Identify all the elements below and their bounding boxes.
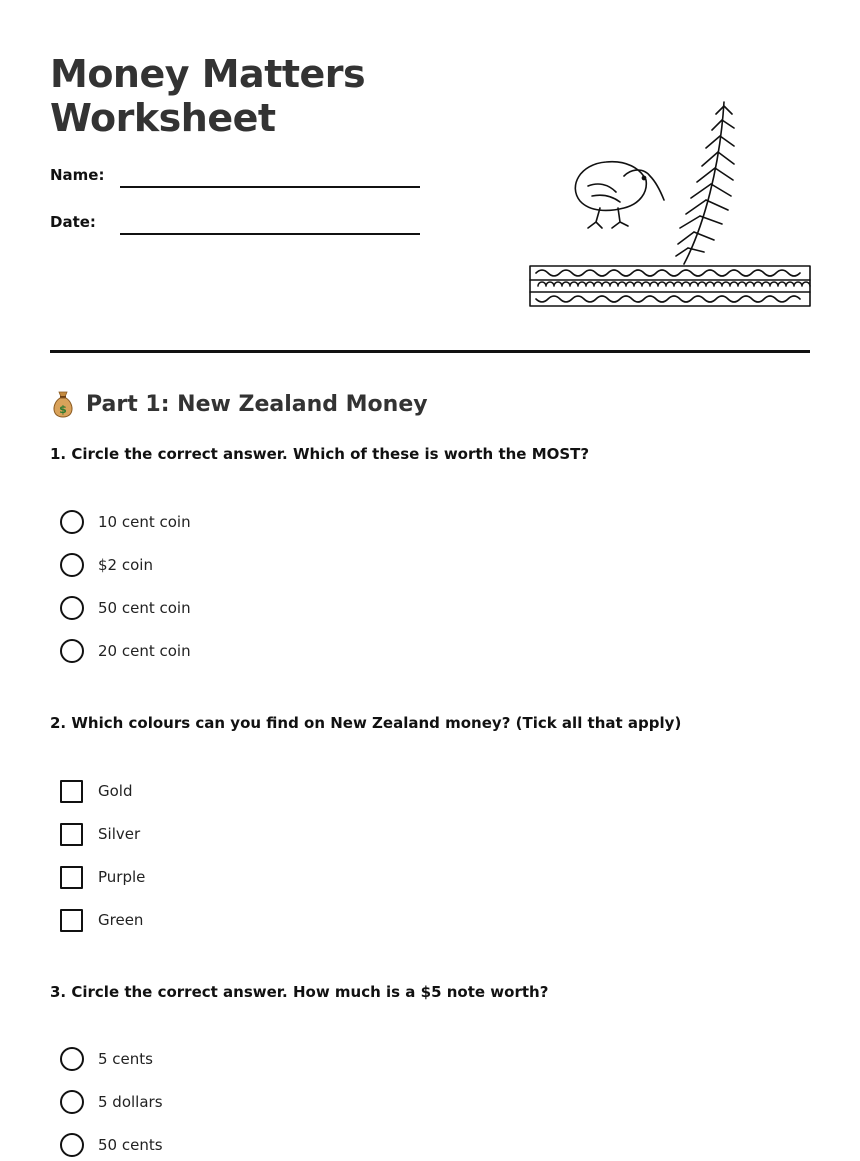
option-label: 5 cents	[98, 1050, 153, 1068]
option-label: Gold	[98, 782, 133, 800]
title-line-2: Worksheet	[50, 96, 276, 140]
q2-option[interactable]	[60, 864, 145, 890]
kiwi-fern-illustration	[528, 96, 812, 310]
question-3: 3. Circle the correct answer. How much is a $5 note worth?	[50, 983, 549, 1001]
fern-icon	[676, 102, 734, 264]
option-label: 10 cent coin	[98, 513, 191, 531]
question-1: 1. Circle the correct answer. Which of these is worth the MOST?	[50, 445, 590, 463]
radio-circle[interactable]	[60, 596, 84, 620]
option-label: Green	[98, 911, 144, 929]
q1-option[interactable]	[60, 509, 191, 535]
radio-circle[interactable]	[60, 1047, 84, 1071]
q1-option[interactable]	[60, 595, 191, 621]
checkbox[interactable]	[60, 866, 83, 889]
date-line[interactable]	[120, 233, 420, 235]
part1-heading	[50, 388, 428, 420]
q2-option[interactable]	[60, 778, 133, 804]
radio-circle[interactable]	[60, 639, 84, 663]
q1-option[interactable]	[60, 638, 191, 664]
name-label: Name:	[50, 166, 105, 184]
svg-text:$: $	[59, 403, 67, 416]
option-label: Purple	[98, 868, 146, 886]
title-line-1: Money Matters	[50, 52, 366, 96]
radio-circle[interactable]	[60, 510, 84, 534]
radio-circle[interactable]	[60, 1090, 84, 1114]
q2-option[interactable]	[60, 907, 143, 933]
worksheet-title	[50, 52, 470, 140]
radio-circle[interactable]	[60, 1133, 84, 1157]
q1-option[interactable]	[60, 552, 153, 578]
option-label: $2 coin	[98, 556, 153, 574]
kiwi-icon	[575, 162, 664, 228]
option-label: 50 cent coin	[98, 599, 191, 617]
date-label: Date:	[50, 213, 96, 231]
header-divider	[50, 350, 810, 353]
q3-option[interactable]	[60, 1089, 163, 1115]
koru-border-pattern	[530, 266, 810, 306]
date-field[interactable]	[50, 213, 420, 237]
option-label: 20 cent coin	[98, 642, 191, 660]
option-label: 50 cents	[98, 1136, 163, 1154]
q3-option[interactable]	[60, 1046, 153, 1072]
checkbox[interactable]	[60, 909, 83, 932]
option-label: 5 dollars	[98, 1093, 163, 1111]
radio-circle[interactable]	[60, 553, 84, 577]
money-bag-icon	[50, 389, 76, 419]
checkbox[interactable]	[60, 823, 83, 846]
q2-option[interactable]	[60, 821, 140, 847]
name-field[interactable]	[50, 166, 420, 190]
checkbox[interactable]	[60, 780, 83, 803]
part1-title: Part 1: New Zealand Money	[86, 391, 428, 417]
q3-option[interactable]	[60, 1132, 163, 1158]
name-line[interactable]	[120, 186, 420, 188]
option-label: Silver	[98, 825, 141, 843]
question-2: 2. Which colours can you find on New Zealand money? (Tick all that apply)	[50, 714, 682, 732]
